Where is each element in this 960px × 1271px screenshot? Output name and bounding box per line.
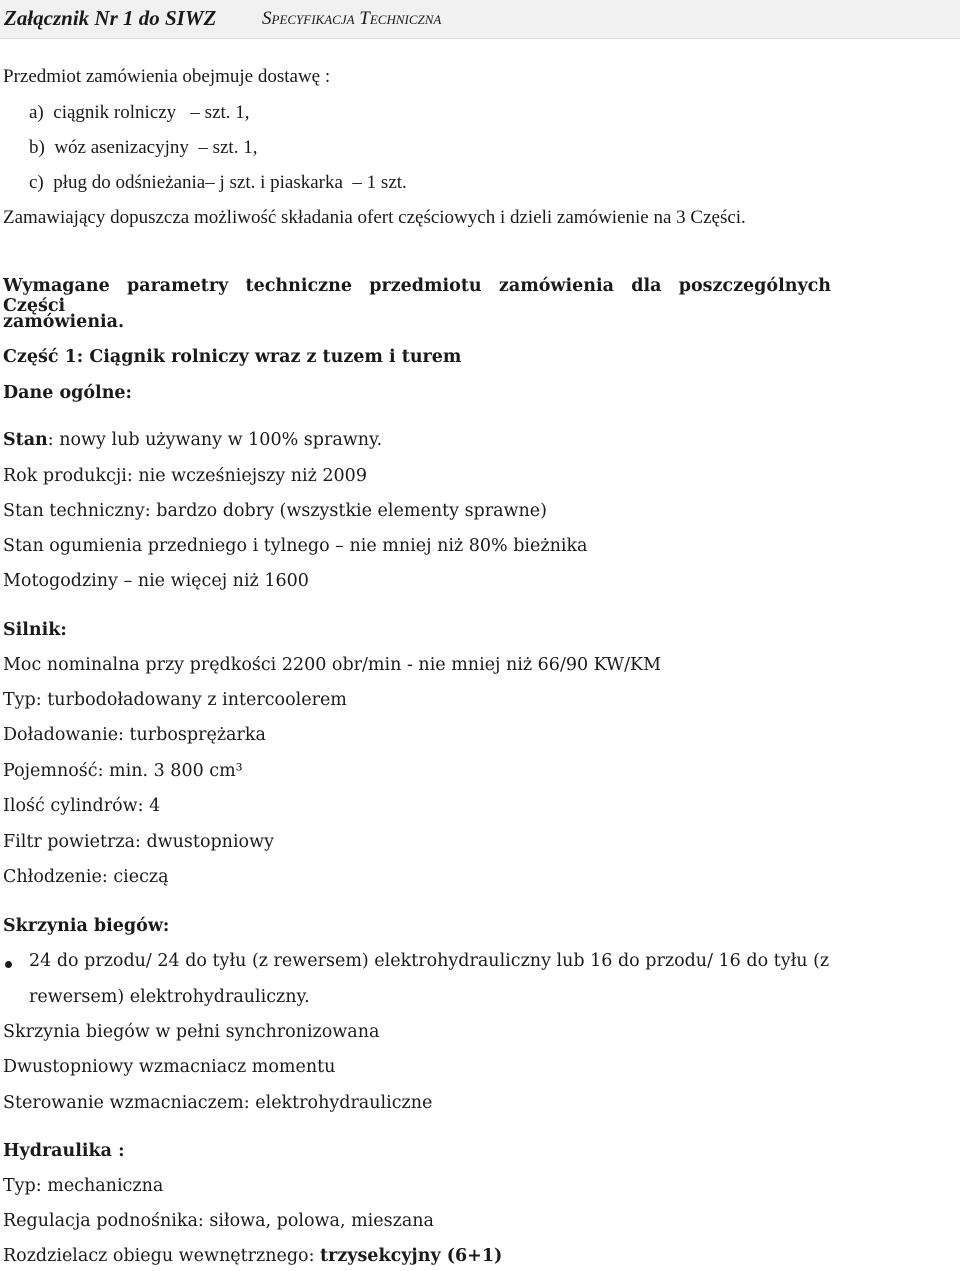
engine-row: Typ: turbodoładowany z intercoolerem — [3, 690, 347, 710]
part1-title: Część 1: Ciągnik rolniczy wraz z tuzem i turem — [3, 347, 462, 367]
general-row: Stan techniczny: bardzo dobry (wszystkie elementy sprawne) — [3, 501, 547, 521]
general-heading: Dane ogólne: — [3, 383, 133, 403]
engine-row: Pojemność: min. 3 800 cm³ — [3, 761, 243, 781]
stan-value: : nowy lub używany w 100% sprawny. — [47, 430, 383, 450]
section-heading-line1: Wymagane parametry techniczne przedmiotu zamówienia dla poszczególnych Części — [3, 276, 831, 316]
gearbox-row: Skrzynia biegów w pełni synchronizowana — [3, 1022, 380, 1042]
bullet-dot-icon — [5, 961, 12, 968]
intro-note: Zamawiający dopuszcza możliwość składania ofert częściowych i dzieli zamówienie na 3 Części. — [3, 207, 746, 228]
distributor-label: Rozdzielacz obiegu wewnętrznego: — [3, 1246, 321, 1266]
engine-row: Filtr powietrza: dwustopniowy — [3, 832, 274, 852]
hydraulics-row: Regulacja podnośnika: siłowa, polowa, mieszana — [3, 1211, 434, 1231]
hydraulics-row: Typ: mechaniczna — [3, 1176, 164, 1196]
gearbox-row: Dwustopniowy wzmacniacz momentu — [3, 1057, 336, 1077]
hydraulics-heading: Hydraulika : — [3, 1141, 125, 1161]
attachment-title: Załącznik Nr 1 do SIWZ — [4, 6, 217, 30]
stan-row — [3, 430, 382, 450]
engine-row: Moc nominalna przy prędkości 2200 obr/min - nie mniej niż 66/90 KW/KM — [3, 655, 661, 675]
general-row: Rok produkcji: nie wcześniejszy niż 2009 — [3, 466, 367, 486]
general-row: Motogodziny – nie więcej niż 1600 — [3, 571, 309, 591]
document-header — [0, 0, 960, 39]
spec-title: Specyfikacja Techniczna — [262, 8, 442, 29]
engine-row: Chłodzenie: cieczą — [3, 867, 169, 887]
stan-label: Stan — [3, 430, 48, 450]
gearbox-heading: Skrzynia biegów: — [3, 916, 170, 936]
intro-item-b: b) wóz asenizacyjny – szt. 1, — [29, 137, 258, 158]
gearbox-bullet-line2: rewersem) elektrohydrauliczny. — [29, 987, 310, 1007]
intro-item-c: c) pług do odśnieżania– j szt. i piaskarka – 1 szt. — [29, 172, 407, 193]
distributor-value: trzysekcyjny (6+1) — [320, 1246, 503, 1266]
intro-item-a: a) ciągnik rolniczy – szt. 1, — [29, 102, 250, 123]
distributor-row — [3, 1246, 502, 1266]
section-heading-line2: zamówienia. — [3, 312, 125, 332]
engine-heading: Silnik: — [3, 620, 67, 640]
engine-row: Doładowanie: turbosprężarka — [3, 725, 266, 745]
general-row: Stan ogumienia przedniego i tylnego – nie mniej niż 80% bieżnika — [3, 536, 588, 556]
intro-lead: Przedmiot zamówienia obejmuje dostawę : — [3, 66, 331, 87]
gearbox-row: Sterowanie wzmacniaczem: elektrohydrauliczne — [3, 1093, 433, 1113]
engine-row: Ilość cylindrów: 4 — [3, 796, 161, 816]
gearbox-bullet-line1: 24 do przodu/ 24 do tyłu (z rewersem) elektrohydrauliczny lub 16 do przodu/ 16 do tyłu (z — [29, 951, 830, 971]
